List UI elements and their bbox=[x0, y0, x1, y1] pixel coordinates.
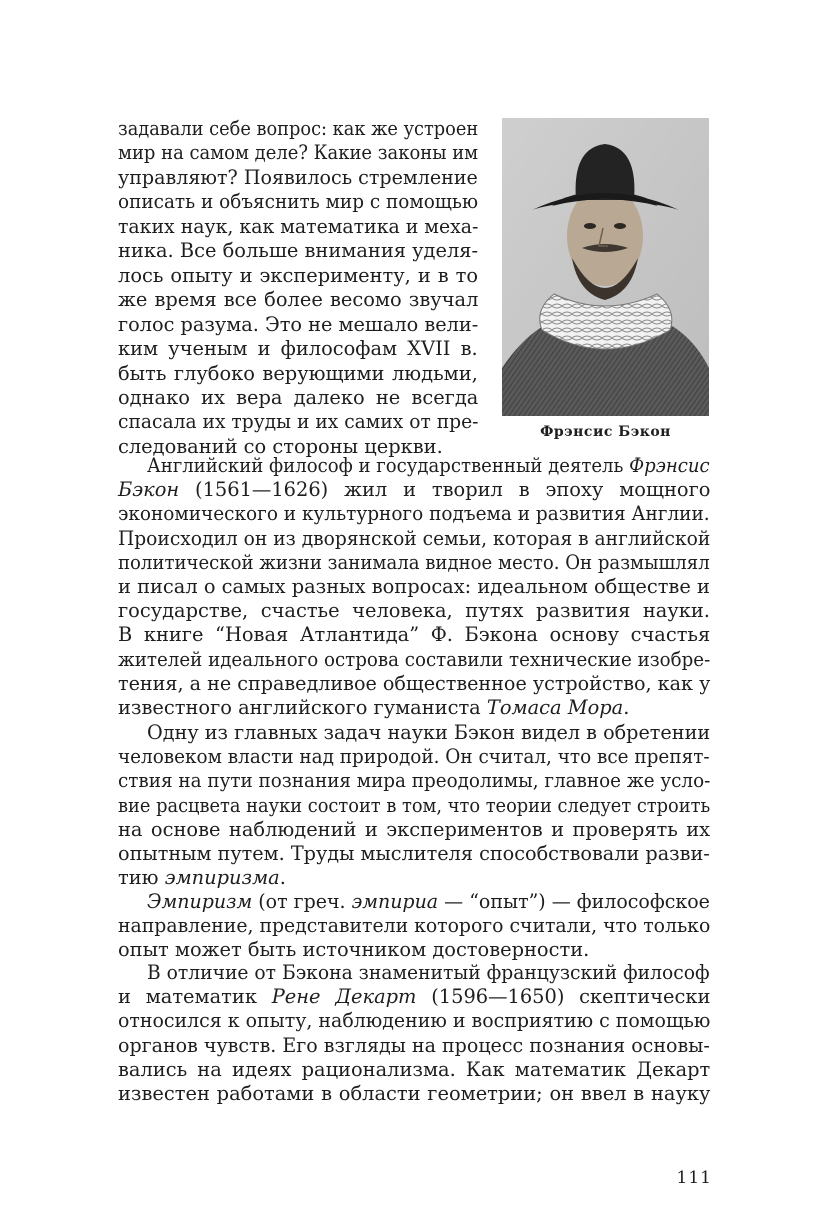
text-line bbox=[118, 794, 710, 818]
text-run: вие расцвета науки состоит в том, что теории следует строить bbox=[118, 793, 711, 817]
text-line bbox=[118, 215, 478, 239]
text-line bbox=[147, 454, 710, 478]
text-run: управляют? Появилось стремление bbox=[118, 165, 478, 189]
text-run: однако их вера далеко не всегда bbox=[118, 385, 479, 409]
text-run: Одну из главных задач науки Бэкон видел в обретении bbox=[147, 721, 711, 744]
text-run: задавали себе вопрос: как же устроен bbox=[118, 117, 479, 140]
text-line bbox=[118, 551, 710, 575]
text-line bbox=[118, 745, 710, 769]
text-line bbox=[118, 313, 478, 337]
text-line bbox=[147, 890, 710, 914]
text-run: и писал о самых разных вопросах: идеальном обществе и bbox=[118, 575, 710, 598]
text-line bbox=[118, 866, 286, 890]
text-run: направление, представители которого считали, что только bbox=[118, 914, 711, 938]
text-run: государстве, счастье человека, путях развития науки. bbox=[118, 599, 710, 623]
text-run: на основе наблюдений и экспериментов и проверять их bbox=[118, 817, 711, 841]
text-run: мир на самом деле? Какие законы им bbox=[118, 141, 479, 165]
text-line bbox=[118, 117, 478, 141]
text-run: — “опыт”) — философское bbox=[438, 890, 710, 913]
text-run: ствия на пути познания мира преодолимы, главное же усло- bbox=[118, 769, 711, 793]
text-run: тию bbox=[118, 866, 165, 890]
text-line bbox=[118, 190, 478, 214]
text-line bbox=[118, 502, 710, 526]
text-line bbox=[118, 672, 710, 696]
text-line bbox=[118, 1009, 710, 1033]
text-run: экономического и культурного подъема и развития Англии. bbox=[118, 502, 710, 526]
text-line bbox=[118, 478, 710, 502]
text-run: человеком власти над природой. Он считал, что все препят- bbox=[118, 745, 710, 769]
text-run: Происходил он из дворянской семьи, которая в английской bbox=[118, 526, 711, 550]
italic-term: Фрэнсис bbox=[629, 454, 710, 477]
text-run: тения, а не справедливое общественное устройство, как у bbox=[118, 671, 711, 695]
text-run: (от греч. bbox=[252, 890, 352, 913]
text-line bbox=[118, 141, 478, 165]
text-run: и математик bbox=[118, 985, 272, 1009]
italic-term: Томаса Мора bbox=[486, 696, 624, 719]
text-line bbox=[118, 623, 710, 647]
text-run: ким ученым и философам XVII в. bbox=[118, 337, 478, 361]
italic-term: Рене Декарт bbox=[271, 985, 417, 1009]
text-line bbox=[118, 842, 710, 866]
text-line bbox=[118, 337, 478, 361]
text-run: жителей идеального острова составили технические изобре- bbox=[118, 647, 711, 671]
text-run: быть глубоко верующими людьми, bbox=[118, 361, 478, 385]
text-run: известного английского гуманиста bbox=[118, 696, 487, 719]
text-line bbox=[147, 961, 710, 985]
text-line bbox=[118, 264, 478, 288]
text-run: вались на идеях рационализма. Как математик Декарт bbox=[118, 1057, 711, 1081]
text-line bbox=[118, 386, 478, 410]
portrait-francis-bacon bbox=[502, 118, 709, 416]
text-line bbox=[118, 575, 710, 599]
text-line bbox=[118, 769, 710, 793]
page-number: 111 bbox=[676, 1168, 712, 1188]
text-run: таких наук, как математика и меха- bbox=[118, 214, 479, 238]
text-run: В отличие от Бэкона знаменитый французский философ bbox=[147, 961, 710, 984]
text-line bbox=[118, 239, 478, 263]
text-run: лось опыту и эксперименту, и в то bbox=[118, 263, 479, 287]
text-run: описать и объяснить мир с помощью bbox=[118, 190, 478, 214]
text-line bbox=[118, 818, 710, 842]
text-run: опыт может быть источником достоверности. bbox=[118, 938, 590, 962]
text-line bbox=[118, 599, 710, 623]
text-run: голос разума. Это не мешало вели- bbox=[118, 312, 479, 336]
text-line bbox=[118, 166, 478, 190]
text-run: . bbox=[279, 866, 286, 890]
text-run: ника. Все больше внимания уделя- bbox=[118, 239, 479, 263]
text-run: относился к опыту, наблюдению и восприятию с помощью bbox=[118, 1009, 711, 1033]
text-run: спасала их труды и их самих от пре- bbox=[118, 410, 479, 434]
text-run: Английский философ и государственный деятель bbox=[147, 454, 630, 477]
text-line bbox=[118, 648, 710, 672]
text-run: (1561—1626) жил и творил в эпоху мощного bbox=[179, 478, 711, 502]
text-line bbox=[118, 914, 710, 938]
text-run: В книге “Новая Атлантида” Ф. Бэкона основу счастья bbox=[118, 623, 711, 647]
text-run: политической жизни занимала видное место. Он размышлял bbox=[118, 550, 710, 574]
figure-caption: Фрэнсис Бэкон bbox=[540, 424, 671, 440]
text-run: известен работами в области геометрии; он ввел в науку bbox=[118, 1082, 711, 1105]
italic-term: Бэкон bbox=[118, 478, 180, 502]
italic-term: эмпиризма bbox=[164, 866, 280, 890]
text-run: же время все более весомо звучал bbox=[118, 288, 479, 312]
text-line bbox=[118, 410, 478, 434]
portrait-engraving bbox=[502, 118, 709, 416]
text-line bbox=[118, 1034, 710, 1058]
text-line bbox=[118, 938, 589, 962]
text-run: органов чувств. Его взгляды на процесс познания основы- bbox=[118, 1033, 710, 1057]
text-line bbox=[118, 1058, 710, 1082]
text-line bbox=[118, 288, 478, 312]
text-line bbox=[118, 696, 629, 720]
text-line bbox=[147, 721, 710, 745]
text-line bbox=[118, 527, 710, 551]
text-line bbox=[118, 985, 710, 1009]
text-run: . bbox=[623, 696, 630, 719]
text-run: (1596—1650) скептически bbox=[416, 985, 711, 1009]
text-line bbox=[118, 362, 478, 386]
text-run: опытным путем. Труды мыслителя способствовали разви- bbox=[118, 842, 710, 865]
text-line bbox=[118, 1082, 710, 1106]
text-run: следований со стороны церкви. bbox=[118, 434, 443, 458]
italic-term: эмпириа bbox=[351, 890, 439, 913]
italic-term: Эмпиризм bbox=[147, 890, 253, 913]
